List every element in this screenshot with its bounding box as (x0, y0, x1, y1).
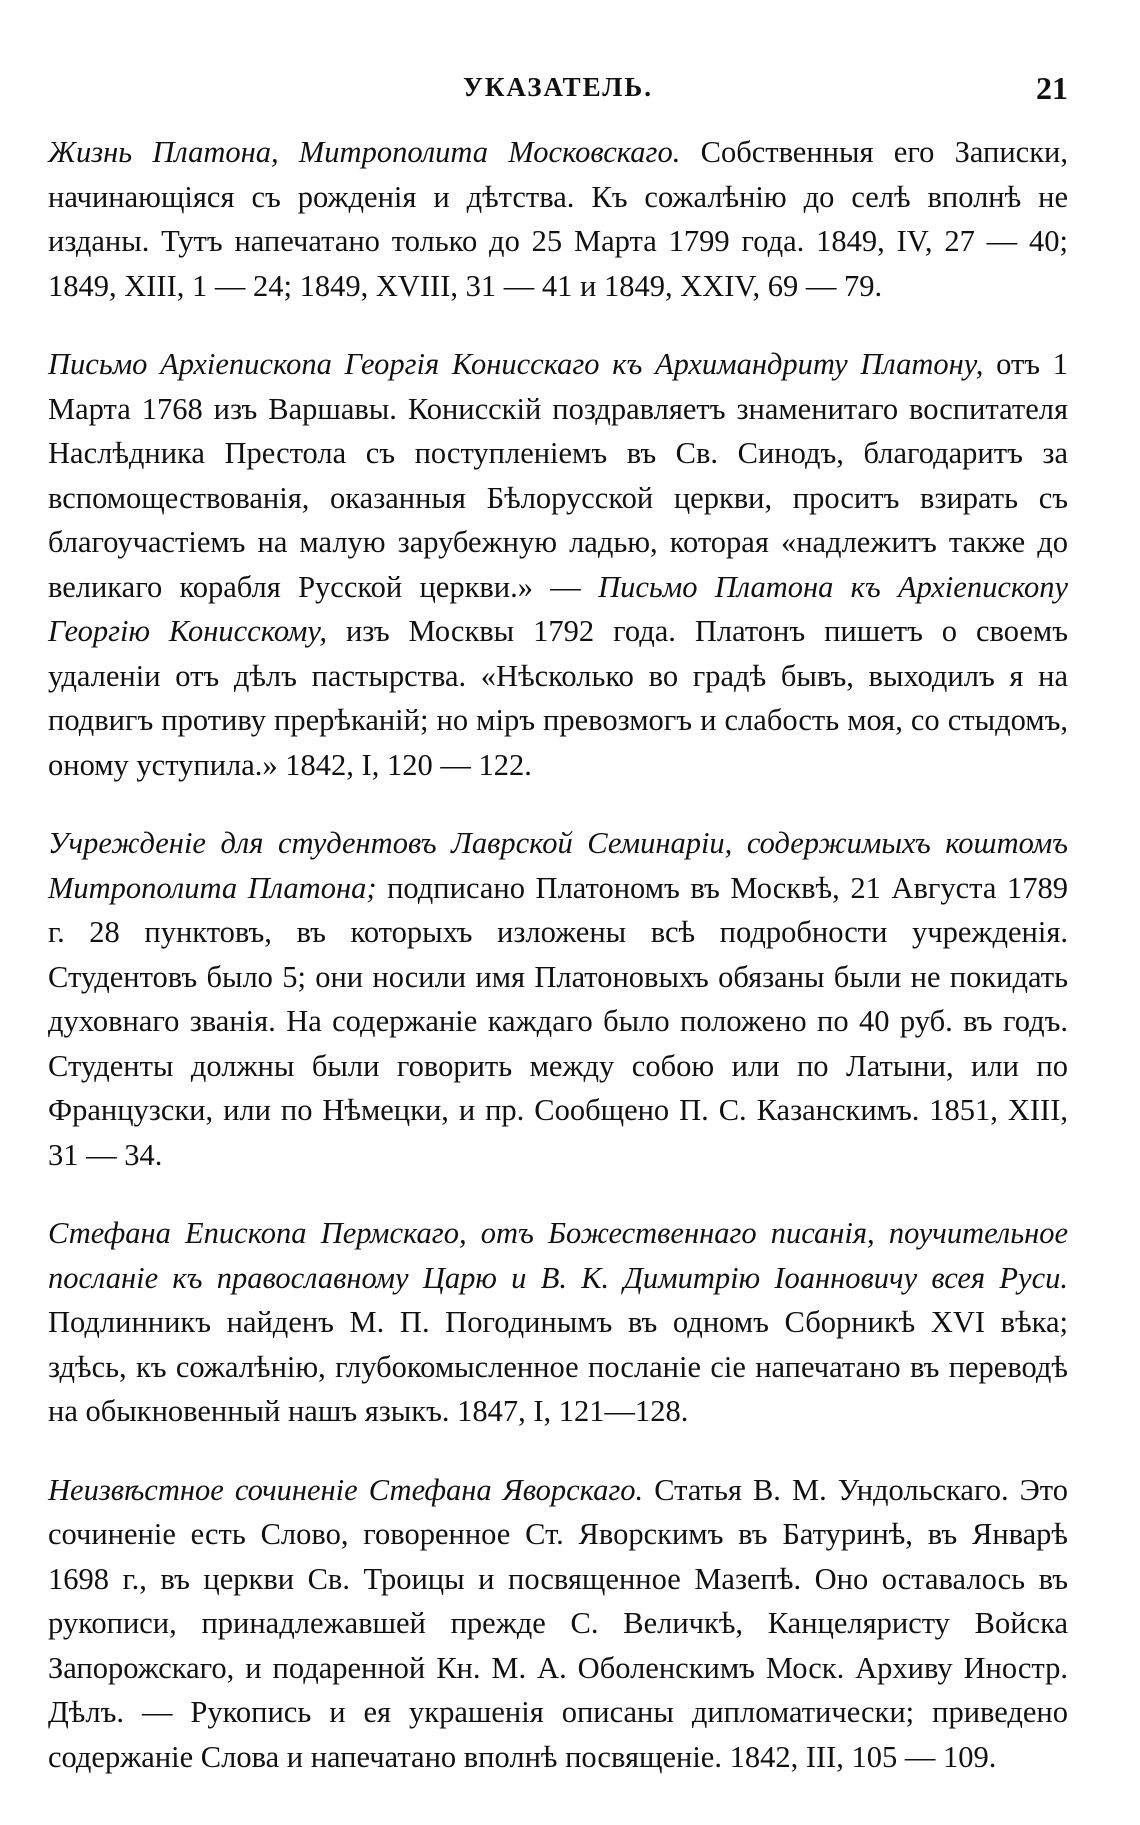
index-entry-platon-life (48, 130, 1068, 308)
entry-title: Стефана Епископа Пермскаго, отъ Божественнаго писанія, поучительное посланіе къ православному Царю и В. К. Димитрію Іоанновичу всея Руси. (48, 1216, 1068, 1295)
entry-title: Письмо Архіепископа Георгія Конисскаго къ Архимандриту Платону, (48, 347, 984, 381)
entry-body-continued: изъ Москвы 1792 года. Платонъ пишетъ о своемъ удаленіи отъ дѣлъ пастырства. «Нѣсколько во градѣ бывъ, выходилъ я на подвигъ противу прерѣканій; но міръ превозмогъ и слабость моя, со стыдомъ, оному уступила.» 1842, I, 120 — 122. (48, 614, 1068, 782)
page-number: 21 (1036, 70, 1068, 106)
page-title: УКАЗАТЕЛЬ. (463, 72, 653, 102)
entry-body: отъ 1 Марта 1768 изъ Варшавы. Конисскій поздравляетъ знаменитаго воспитателя Наслѣдника Престола съ поступленіемъ въ Св. Синодъ, благодаритъ за вспомоществованія, оказанныя Бѣлорусской церкви, проситъ взирать съ благоучастіемъ на малую зарубежную ладью, которая «надлежитъ также до великаго корабля Русской церкви.» — (48, 347, 1068, 604)
index-entry-yavorsky (48, 1468, 1068, 1780)
entry-title: Жизнь Платона, Митрополита Московскаго. (48, 135, 681, 169)
index-entry-konissky-letter (48, 342, 1068, 787)
entry-title: Учрежденіе для студентовъ Лаврской Семинаріи, содержимыхъ коштомъ Митрополита Платона; (48, 826, 1068, 905)
entry-subtitle: Письмо Платона къ Архіепископу Георгію Конисскому, (48, 569, 1069, 648)
entry-body: Собственныя его Записки, начинающіяся съ рожденія и дѣтства. Къ сожалѣнію до селѣ вполнѣ не изданы. Тутъ напечатано только до 25 Марта 1799 года. 1849, IV, 27 — 40; 1849, XIII, 1 — 24; 1849, XVIII, 31 — 41 и 1849, XXIV, 69 — 79. (48, 135, 1068, 303)
index-entries (48, 130, 1068, 1813)
entry-body: Статья В. М. Ундольскаго. Это сочиненіе есть Слово, говоренное Ст. Яворскимъ въ Батуринѣ, въ Январѣ 1698 г., въ церкви Св. Троицы и посвященное Мазепѣ. Оно оставалось въ рукописи, принадлежавшей прежде С. Величкѣ, Канцеляристу Войска Запорожскаго, и подаренной Кн. М. А. Оболенскимъ Моск. Архиву Иностр. Дѣлъ. — Рукопись и ея украшенія описаны дипломатически; приведено содержаніе Слова и напечатано вполнѣ посвященіе. 1842, III, 105 — 109. (48, 1472, 1068, 1774)
index-entry-stefan-perm (48, 1211, 1068, 1434)
running-head (48, 72, 1068, 112)
entry-body: подписано Платономъ въ Москвѣ, 21 Августа 1789 г. 28 пунктовъ, въ которыхъ изложены всѣ подробности учрежденія. Студентовъ было 5; они носили имя Платоновыхъ обязаны были не покидать духовнаго званія. На содержаніе каждаго было положено по 40 руб. въ годъ. Студенты должны были говорить между собою или по Латыни, или по Французски, или по Нѣмецки, и пр. Сообщено П. С. Казанскимъ. 1851, XIII, 31 — 34. (48, 870, 1068, 1172)
index-entry-lavra-seminary (48, 821, 1068, 1177)
entry-title: Неизвѣстное сочиненіе Стефана Яворскаго. (48, 1472, 644, 1507)
entry-body: Подлинникъ найденъ М. П. Погодинымъ въ одномъ Сборникѣ XVI вѣка; здѣсь, къ сожалѣнію, глубокомысленное посланіе сіе напечатано въ переводѣ на обыкновенный нашъ языкъ. 1847, I, 121—128. (48, 1305, 1068, 1428)
